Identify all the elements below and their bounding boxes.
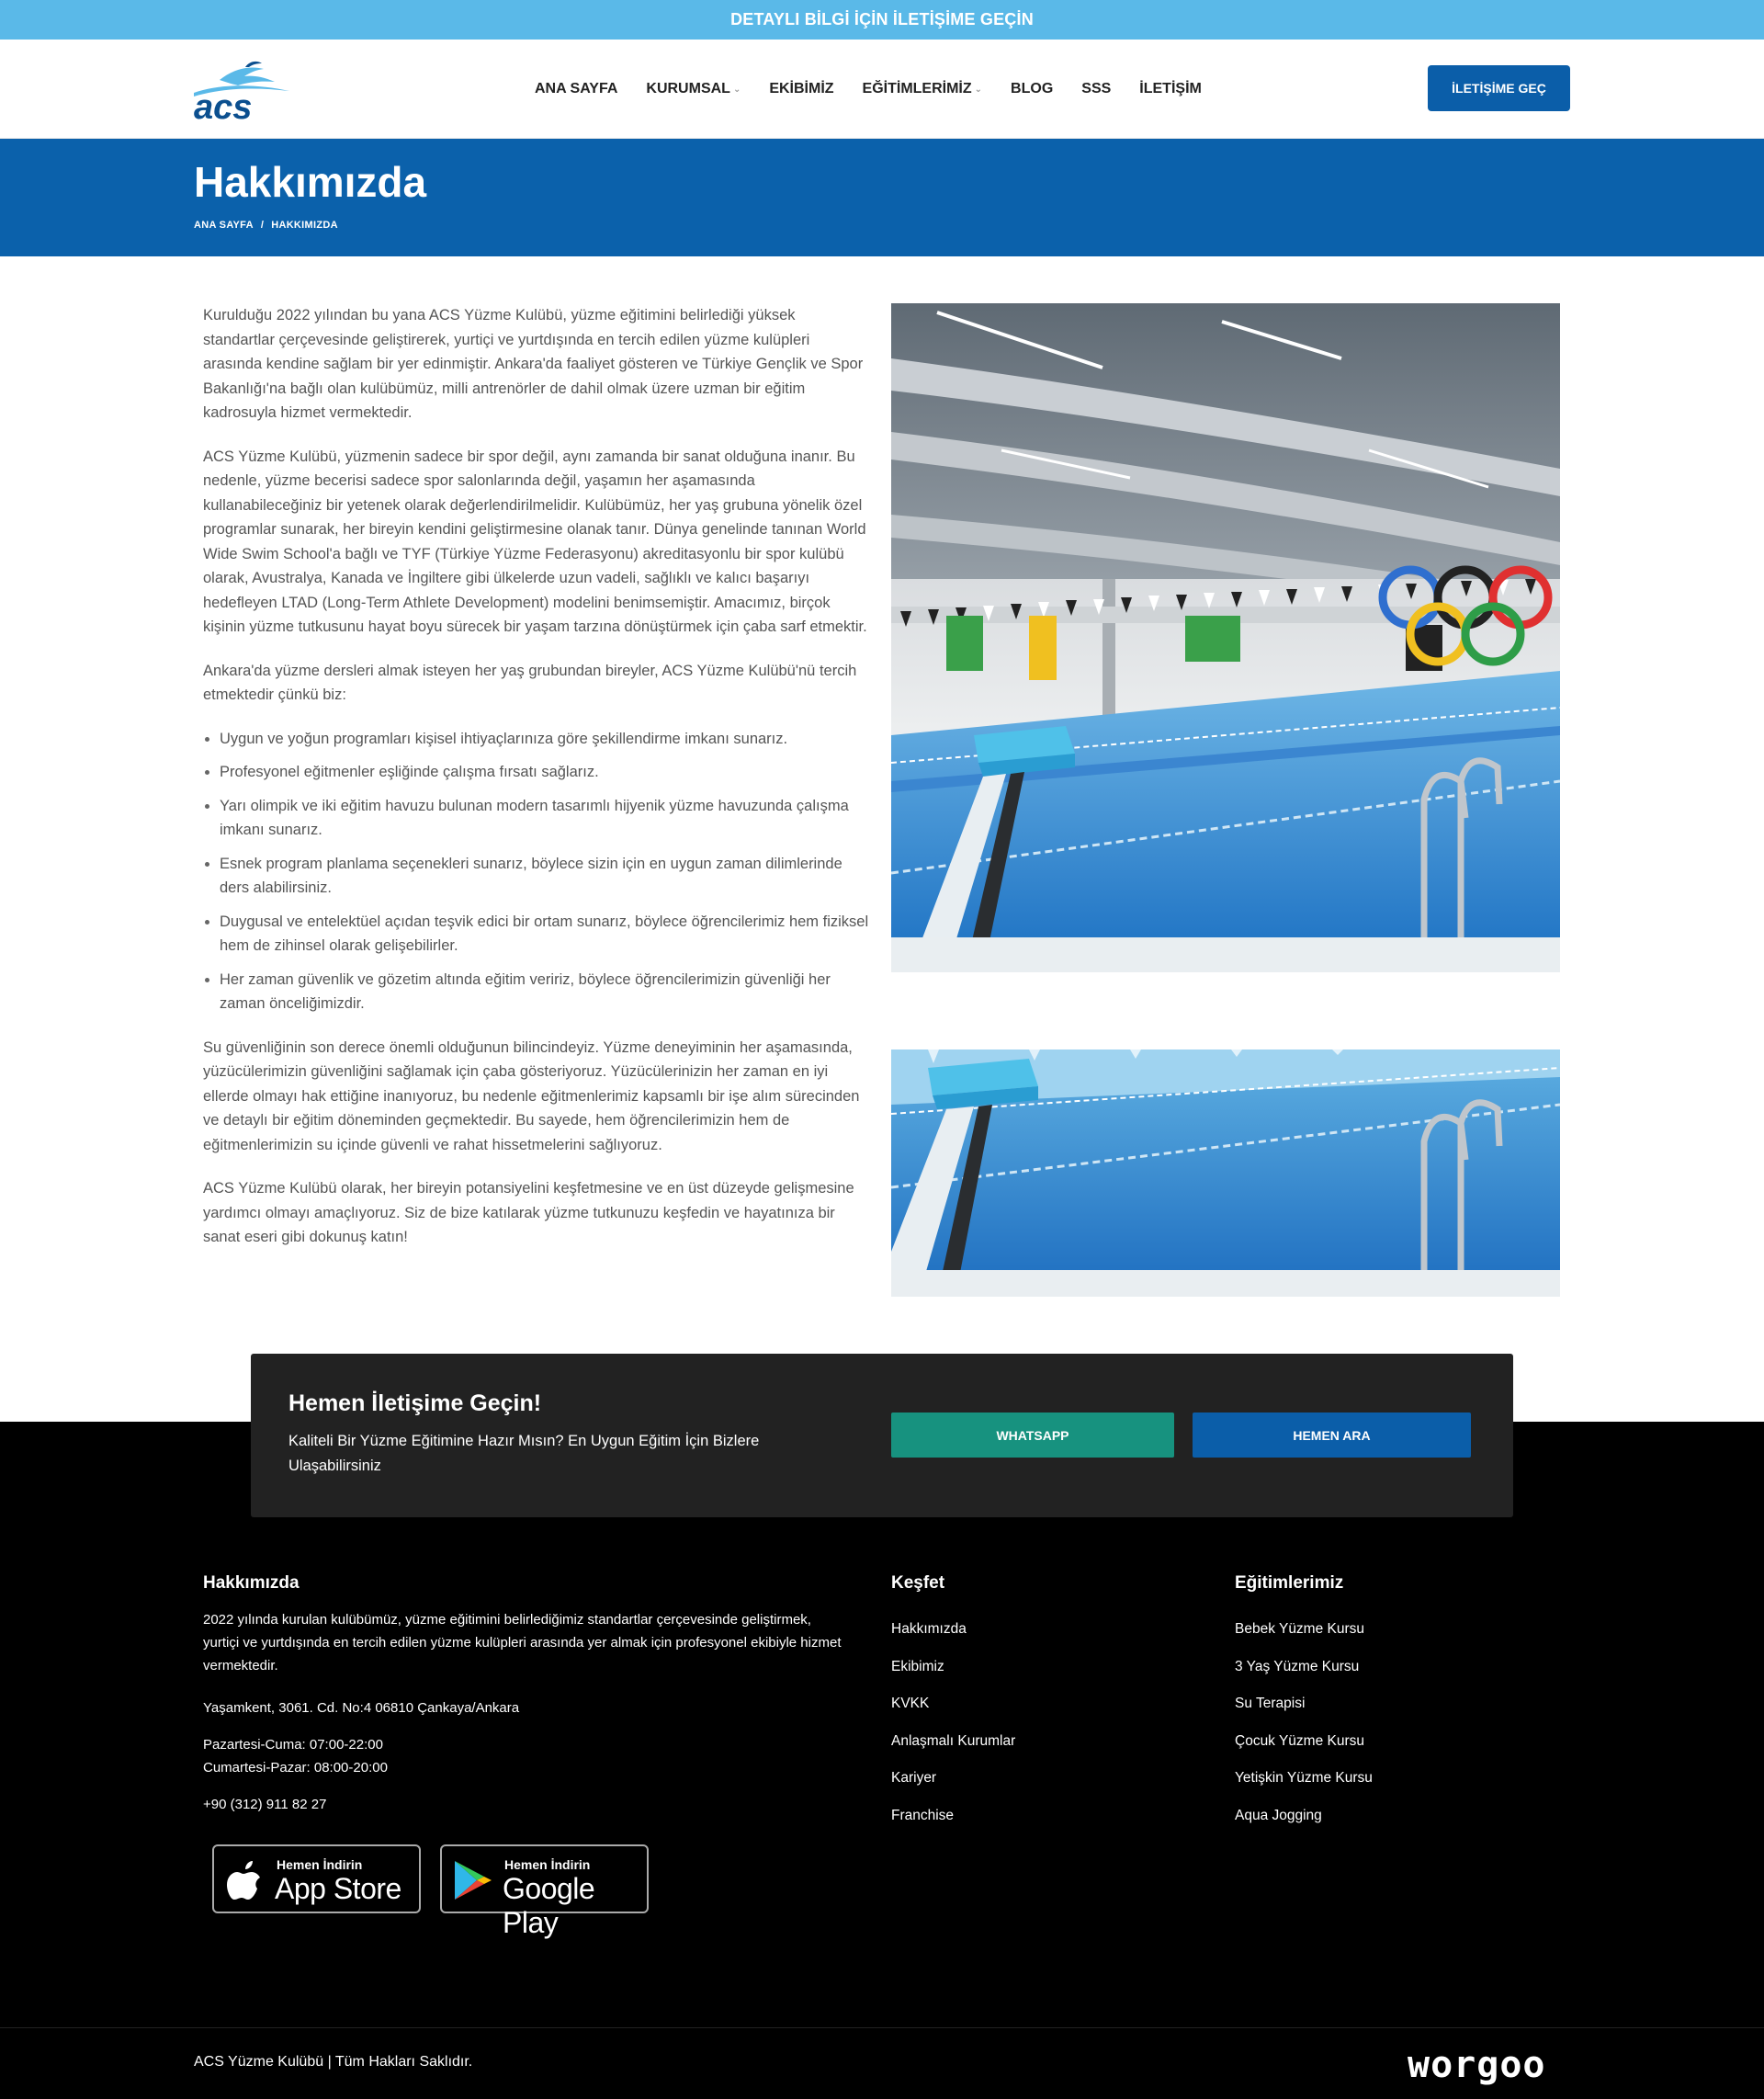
nav-item-home[interactable]: ANA SAYFA [535, 81, 618, 96]
agency-logo[interactable]: worgoo [1408, 2044, 1546, 2086]
footer-link[interactable]: Kariyer [891, 1770, 937, 1786]
google-play-badge[interactable] [440, 1844, 649, 1939]
contact-cta-button[interactable]: İLETİŞİME GEÇ [1428, 65, 1570, 111]
acs-swimmer-logo-icon [192, 56, 291, 122]
page-title: Hakkımızda [194, 158, 427, 206]
announcement-text: DETAYLI BİLGİ İÇİN İLETİŞİME GEÇİN [730, 10, 1034, 28]
footer-link[interactable]: Ekibimiz [891, 1658, 944, 1674]
app-store-badge[interactable] [212, 1844, 421, 1913]
pool-image-main [891, 303, 1560, 972]
footer-link[interactable]: Anlaşmalı Kurumlar [891, 1732, 1016, 1749]
footer-divider [0, 2027, 1764, 2028]
footer-link[interactable]: Aqua Jogging [1235, 1807, 1322, 1823]
footer-link[interactable]: Su Terapisi [1235, 1696, 1306, 1711]
google-play-small-label: Hemen İndirin [504, 1857, 591, 1872]
list-item: Uygun ve yoğun programları kişisel ihtiyaçlarınıza göre şekillendirme imkanı sunarız. [203, 727, 869, 752]
list-item: Esnek program planlama seçenekleri sunarız, böylece sizin için en uygun zaman dilimlerinde ders alabilirsiniz. [203, 852, 869, 901]
nav-item-blog[interactable]: BLOG [1011, 81, 1054, 96]
google-play-icon [453, 1859, 493, 1901]
footer-link[interactable]: 3 Yaş Yüzme Kursu [1235, 1658, 1360, 1674]
pool-image-secondary [891, 1050, 1560, 1297]
main-nav [535, 40, 1230, 139]
paragraph: Kurulduğu 2022 yılından bu yana ACS Yüzme Kulübü, yüzme eğitimini belirlediği yüksek standartlar çerçevesinde geliştirerek, yurtiçi ve yurtdışında en tercih edilen yüzme kulüpleri arasında kendine sağlam bir yer edinmiştir. Ankara'da faaliyet gösteren ve Türkiye Gençlik ve Spor Bakanlığı'na bağlı olan kulübümüz, milli antrenörler de dahil olmak üzere uzman bir eğitim kadrosuyla hizmet vermektedir. [203, 307, 864, 421]
footer-hours-weekend: Cumartesi-Pazar: 08:00-20:00 [203, 1760, 388, 1776]
nav-item-trainings[interactable]: EĞİTİMLERİMİZ ⌄ [862, 81, 983, 96]
nav-item-faq[interactable]: SSS [1081, 81, 1112, 96]
app-store-small-label: Hemen İndirin [277, 1857, 363, 1872]
nav-item-contact[interactable]: İLETİŞİM [1139, 81, 1202, 96]
footer-address: Yaşamkent, 3061. Cd. No:4 06810 Çankaya/Ankara [203, 1700, 520, 1716]
paragraph: ACS Yüzme Kulübü, yüzmenin sadece bir spor değil, aynı zamanda bir sanat olduğuna inanır. Bu nedenle, yüzme becerisi sadece spor salonlarında değil, yaşamın her aşamasında kullanabileceğiniz bir yetenek olarak değerlendirilmelidir. Kulübümüz, her yaş grubuna yönelik özel programlar sunarak, her bireyin kendini geliştirmesine olanak tanır. Dünya genelinde tanınan World Wide Swim School'a bağlı ve TYF (Türkiye Yüzme Federasyonu) akreditasyonlu bir spor kulübü olarak, Avustralya, Kanada ve İngiltere gibi ülkelerde uzun vadeli, sağlıklı ve kalıcı başarıyı hedefleyen LTAD (Long-Term Athlete Development) modelini benimsemiştir. Amacımız, birçok kişinin yüzme tutkusunu hayat boyu sürecek bir yaşam tarzına dönüştürmek için çaba sarf etmektir. [203, 448, 867, 635]
page-title-band [0, 139, 1764, 256]
apple-icon [227, 1857, 264, 1901]
breadcrumb [194, 220, 345, 231]
paragraph: ACS Yüzme Kulübü olarak, her bireyin potansiyelini keşfetmesine ve en üst düzeyde gelişmesine yardımcı olmayı amaçlıyoruz. Siz de bize katılarak yüzme tutkunuzu keşfedin ve hayatınıza bir sanat eseri gibi dokunuş katın! [203, 1180, 854, 1245]
list-item: Her zaman güvenlik ve gözetim altında eğitim veririz, böylece öğrencilerimizin güvenliği her zaman önceliğimizdir. [203, 968, 869, 1016]
google-play-label: Google Play [503, 1872, 595, 1939]
footer-trainings-title: Eğitimlerimiz [1235, 1573, 1344, 1593]
site-header [0, 40, 1764, 139]
footer-link[interactable]: Bebek Yüzme Kursu [1235, 1621, 1365, 1637]
app-store-label: App Store [275, 1872, 401, 1905]
chevron-down-icon: ⌄ [732, 84, 741, 95]
about-content [203, 303, 869, 1269]
paragraph: Ankara'da yüzme dersleri almak isteyen her yaş grubundan bireyler, ACS Yüzme Kulübü'nü tercih etmektedir çünkü biz: [203, 662, 857, 703]
nav-item-team[interactable]: EKİBİMİZ [769, 81, 834, 96]
paragraph: Su güvenliğinin son derece önemli olduğunun bilincindeyiz. Yüzme deneyiminin her aşamasında, yüzücülerimizin güvenliğini sağlamak için çaba gösteriyoruz. Yüzücülerinizin her zaman en iyi ellerde olmayı hak ettiğine inanıyoruz, bu nedenle eğitmenlerimiz kapsamlı bir işe alım sürecinden ve detaylı bir eğitim döneminden geçmektedir. Bu sayede, hem öğrencilerimizin hem de eğitmenlerimizin su içinde güvenli ve rahat hissetmelerini sağlıyoruz. [203, 1038, 860, 1153]
whatsapp-button[interactable]: WHATSAPP [891, 1413, 1174, 1458]
footer-explore-title: Keşfet [891, 1573, 945, 1593]
contact-title: Hemen İletişime Geçin! [288, 1390, 542, 1416]
footer-link[interactable]: Çocuk Yüzme Kursu [1235, 1732, 1364, 1749]
copyright-text: ACS Yüzme Kulübü | Tüm Hakları Saklıdır. [194, 2054, 473, 2070]
footer-hours-weekday: Pazartesi-Cuma: 07:00-22:00 [203, 1737, 383, 1753]
footer-link[interactable]: Franchise [891, 1807, 955, 1823]
breadcrumb-home[interactable]: ANA SAYFA [194, 220, 254, 231]
footer-link[interactable]: Yetişkin Yüzme Kursu [1235, 1770, 1373, 1786]
chevron-down-icon: ⌄ [974, 84, 983, 95]
acs-logo[interactable] [192, 56, 291, 122]
footer-explore-links [891, 1620, 1015, 1844]
footer-trainings-links [1235, 1620, 1373, 1844]
footer-about-text: 2022 yılında kurulan kulübümüz, yüzme eğitimini belirlediğimiz standartlar çerçevesinde geliştirmek, yurtiçi ve yurtdışında en tercih edilen yüzme kulüpleri arasında yer almak için profesyonel ekibiyle hizmet vermektedir. [203, 1612, 842, 1674]
footer-link[interactable]: KVKK [891, 1696, 930, 1711]
list-item: Duygusal ve entelektüel açıdan teşvik edici bir ortam sunarız, böylece öğrencilerimiz hem fiziksel hem de zihinsel olarak gelişebilirler. [203, 910, 869, 959]
call-now-button[interactable]: HEMEN ARA [1193, 1413, 1471, 1458]
contact-text: Kaliteli Bir Yüzme Eğitimine Hazır Mısın? En Uygun Eğitim İçin Bizlere Ulaşabilirsiniz [288, 1433, 760, 1474]
benefits-list [203, 727, 869, 1016]
breadcrumb-separator: / [260, 220, 265, 231]
list-item: Yarı olimpik ve iki eğitim havuzu bulunan modern tasarımlı hijyenik yüzme havuzunda çalışma imkanı sunarız. [203, 794, 869, 843]
contact-callout [251, 1354, 1513, 1517]
breadcrumb-current: HAKKIMIZDA [271, 220, 338, 231]
footer-about-title: Hakkımızda [203, 1573, 300, 1593]
list-item: Profesyonel eğitmenler eşliğinde çalışma fırsatı sağlarız. [203, 760, 869, 785]
footer-link[interactable]: Hakkımızda [891, 1621, 967, 1637]
announcement-bar[interactable] [0, 0, 1764, 40]
svg-text:acs: acs [194, 88, 253, 122]
footer-phone[interactable]: +90 (312) 911 82 27 [203, 1797, 327, 1812]
nav-item-corporate[interactable]: KURUMSAL ⌄ [646, 81, 741, 96]
